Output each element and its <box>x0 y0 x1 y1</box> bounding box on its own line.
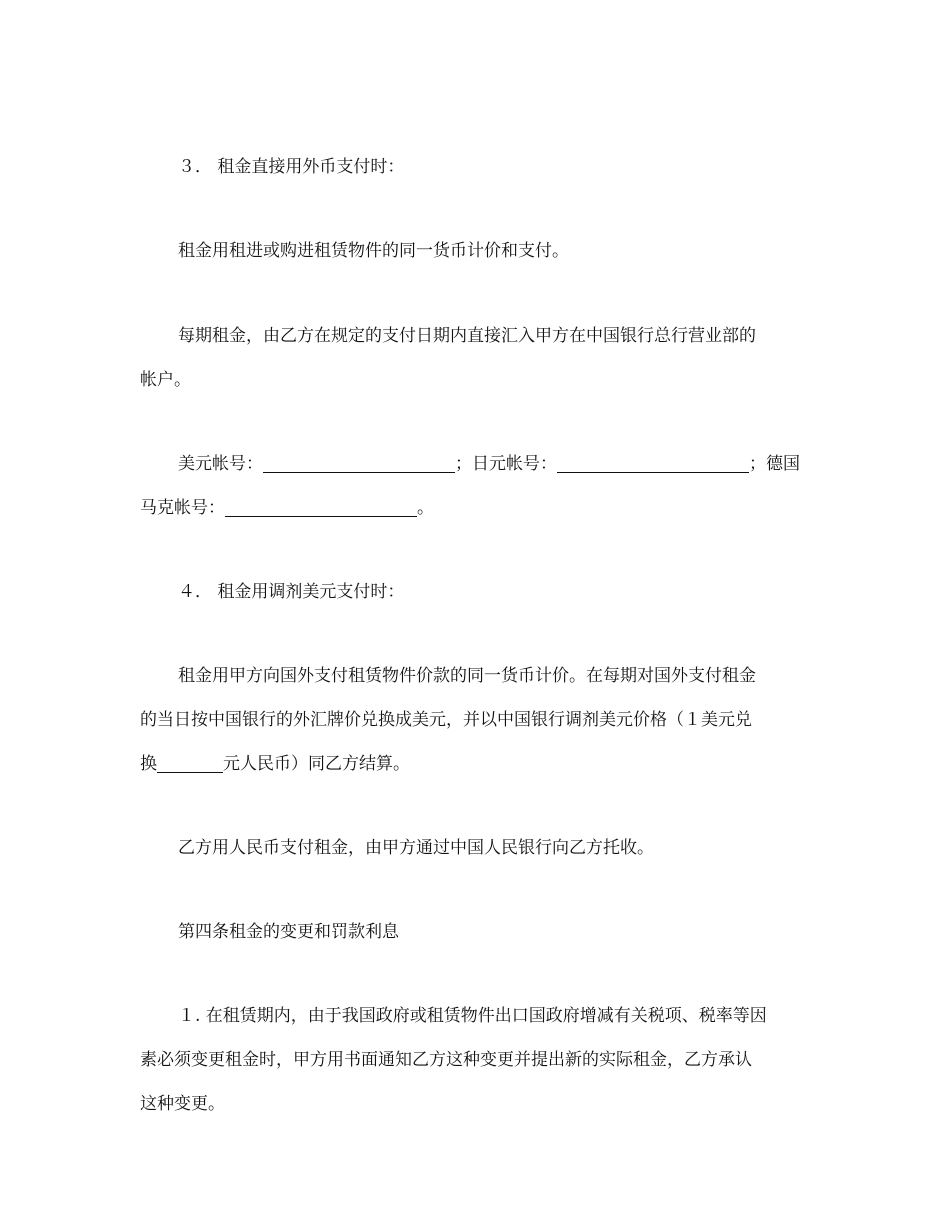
section-3-paragraph-1: 租金用租进或购进租赁物件的同一货币计价和支付。 <box>178 241 569 261</box>
section-3-paragraph-2-line-2: 帐户。 <box>140 370 191 390</box>
section-4-paragraph-1-line-3 <box>140 742 812 786</box>
section-4-paragraph-1-line-1: 租金用甲方向国外支付租赁物件价款的同一货币计价。在每期对国外支付租金 <box>178 666 756 686</box>
exchange-prefix: 换 <box>140 754 157 774</box>
article-4-item-1-line-1: １. 在租赁期内，由于我国政府或租赁物件出口国政府增减有关税项、税率等因 <box>178 1006 767 1026</box>
account-numbers-line-2 <box>140 486 812 530</box>
section-4-paragraph-2: 乙方用人民币支付租金，由甲方通过中国人民银行向乙方托收。 <box>178 838 654 858</box>
section-3-paragraph-2-line-1: 每期租金，由乙方在规定的支付日期内直接汇入甲方在中国银行总行营业部的 <box>178 326 756 346</box>
exchange-suffix: 元人民币）同乙方结算。 <box>223 754 410 774</box>
section-3-heading: ３． 租金直接用外币支付时： <box>178 157 405 177</box>
usd-account-label: 美元帐号： <box>178 454 263 474</box>
dm-account-label: 马克帐号： <box>140 498 225 518</box>
jpy-account-blank[interactable] <box>557 454 749 473</box>
article-4-item-1-line-3: 这种变更。 <box>140 1094 225 1114</box>
dm-account-blank[interactable] <box>225 498 417 517</box>
section-4-heading: ４． 租金用调剂美元支付时： <box>178 582 405 602</box>
usd-account-blank[interactable] <box>263 454 455 473</box>
account-numbers-line-1 <box>178 442 850 486</box>
account-line-end: 。 <box>417 498 434 518</box>
section-4-paragraph-1-line-2: 的当日按中国银行的外汇牌价兑换成美元，并以中国银行调剂美元价格（１美元兑 <box>140 710 752 730</box>
article-4-item-1-line-2: 素必须变更租金时，甲方用书面通知乙方这种变更并提出新的实际租金，乙方承认 <box>140 1050 752 1070</box>
jpy-account-label: ；日元帐号： <box>455 454 557 474</box>
article-4-title: 第四条租金的变更和罚款利息 <box>178 922 399 942</box>
exchange-rate-blank[interactable] <box>157 754 223 773</box>
dm-account-label-start: ；德国 <box>749 454 800 474</box>
